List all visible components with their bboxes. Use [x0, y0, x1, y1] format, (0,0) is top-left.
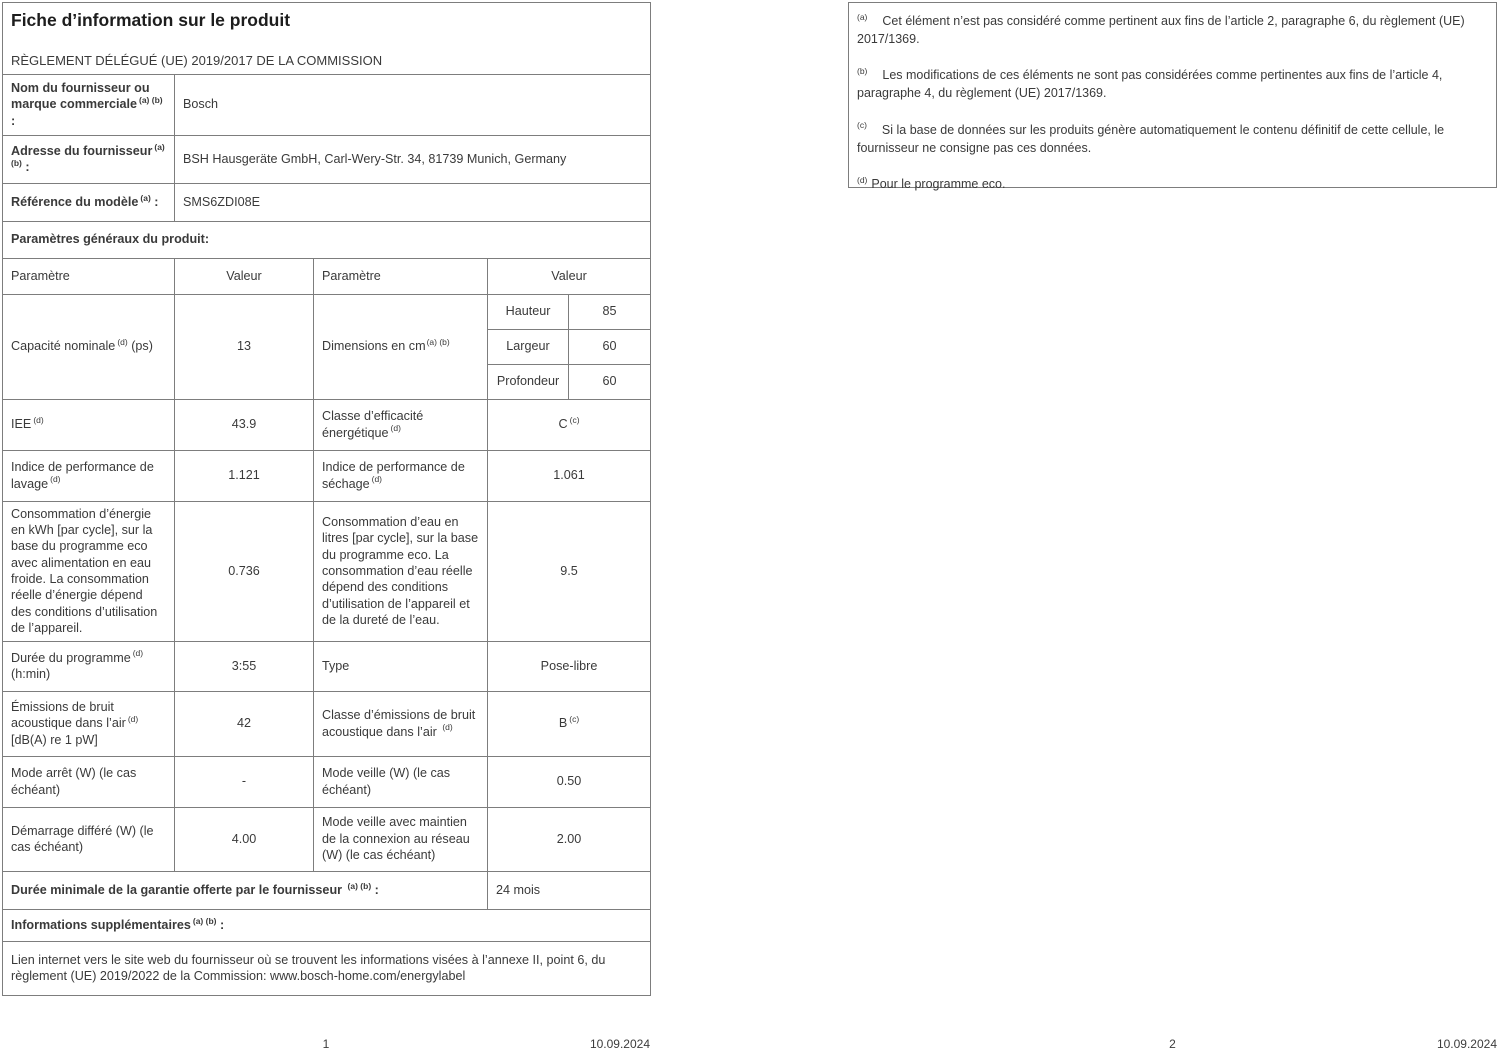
footnote-b-text: Les modifications de ces éléments ne sont pas considérées comme pertinentes aux fins de l’article 4, paragraphe 4, du règlement (UE) 2017/1369.: [857, 68, 1443, 101]
supplier-name-label-cell: [3, 74, 175, 135]
iee-footnote-ref: (d): [33, 415, 44, 426]
page1-footer: [2, 1037, 650, 1052]
warranty-label-cell: [3, 871, 488, 909]
drying-index-value: 1.061: [488, 450, 651, 501]
program-duration-footnote-ref: (d): [132, 648, 144, 659]
additional-info-colon: :: [219, 917, 225, 932]
standby-mode-label: Mode veille (W) (le cas échéant): [314, 756, 488, 807]
general-params-section-header: Paramètres généraux du produit:: [3, 221, 651, 258]
water-consumption-value: 9.5: [488, 501, 651, 641]
capacity-label-cell: [3, 294, 175, 399]
dimensions-label: Dimensions en cm: [322, 339, 426, 354]
warranty-footnote-ref: (a) (b): [347, 880, 372, 891]
type-value: Pose-libre: [488, 641, 651, 691]
noise-class-value-footnote-ref: (c): [569, 714, 580, 725]
model-ref-value: SMS6ZDI08E: [175, 183, 651, 221]
footnote-c-text: Si la base de données sur les produits génère automatiquement le contenu définitif de cette cellule, le fournisseur ne consigne pas ces données.: [857, 122, 1445, 155]
noise-emission-label-cell: [3, 691, 175, 756]
dimension-width-label: Largeur: [488, 329, 569, 364]
dimension-height-value: 85: [569, 294, 651, 329]
footnote-b-marker: (b): [857, 66, 868, 77]
footnote-a: [857, 12, 1486, 48]
col-header-parametre-2: Paramètre: [314, 258, 488, 294]
footnote-d-marker: (d): [857, 174, 868, 185]
page2-number: 2: [1169, 1037, 1176, 1051]
iee-label: IEE: [11, 417, 32, 432]
footnote-b: [857, 66, 1486, 102]
delayed-start-label: Démarrage différé (W) (le cas échéant): [3, 807, 175, 871]
supplier-address-value: BSH Hausgeräte GmbH, Carl-Wery-Str. 34, 81739 Munich, Germany: [175, 135, 651, 183]
dimensions-label-cell: [314, 294, 488, 399]
warranty-value: 24 mois: [488, 871, 651, 909]
program-duration-label: Durée du programme: [11, 650, 131, 665]
noise-class-label-cell: [314, 691, 488, 756]
model-ref-footnote-ref: (a): [140, 192, 151, 203]
col-header-valeur-2: Valeur: [488, 258, 651, 294]
supplier-address-label-cell: [3, 135, 175, 183]
off-mode-label: Mode arrêt (W) (le cas échéant): [3, 756, 175, 807]
noise-class-value-cell: [488, 691, 651, 756]
noise-emission-footnote-ref: (d): [127, 714, 139, 725]
iee-label-cell: [3, 399, 175, 450]
dimensions-footnote-ref: (a) (b): [426, 337, 450, 348]
footnote-c: [857, 121, 1486, 157]
page1-number: 1: [322, 1037, 330, 1051]
regulation-subtitle: RÈGLEMENT DÉLÉGUÉ (UE) 2019/2017 DE LA COMMISSION: [11, 52, 383, 68]
drying-index-label: Indice de performance de séchage: [322, 460, 465, 491]
noise-class-value: B: [558, 716, 568, 731]
capacity-label-after: (ps): [127, 339, 153, 354]
model-ref-label-cell: [3, 183, 175, 221]
standby-mode-value: 0.50: [488, 756, 651, 807]
footnote-a-text: Cet élément n’est pas considéré comme pertinent aux fins de l’article 2, paragraphe 6, du règlement (UE) 2017/1369.: [857, 14, 1465, 47]
energy-class-footnote-ref: (d): [390, 423, 401, 434]
capacity-value: 13: [175, 294, 314, 399]
washing-index-label-cell: [3, 450, 175, 501]
supplier-name-colon: :: [11, 113, 16, 128]
footnote-a-marker: (a): [857, 11, 868, 22]
title-cell: [3, 3, 651, 75]
iee-value: 43.9: [175, 399, 314, 450]
supplier-website-link-text: Lien internet vers le site web du fournisseur où se trouvent les informations visées à l’annexe II, point 6, du règlement (UE) 2019/2022 de la Commission: www.bosch-home.com/energylabel: [3, 941, 651, 995]
off-mode-value: -: [175, 756, 314, 807]
water-consumption-label: Consommation d’eau en litres [par cycle], sur la base du programme eco. La consommation d’eau réelle dépend des conditions d’utilisation de l’appareil et de la dureté de l’eau.: [314, 501, 488, 641]
warranty-label: Durée minimale de la garantie offerte par le fournisseur: [11, 882, 343, 897]
noise-emission-label: Émissions de bruit acoustique dans l’air: [11, 699, 126, 731]
energy-class-label: Classe d’efficacité énergétique: [322, 409, 424, 440]
supplier-address-label: Adresse du fournisseur: [11, 143, 153, 158]
page1-date: 10.09.2024: [589, 1037, 650, 1051]
dimension-depth-label: Profondeur: [488, 364, 569, 399]
model-ref-label: Référence du modèle: [11, 194, 139, 209]
energy-consumption-value: 0.736: [175, 501, 314, 641]
dimension-width-value: 60: [569, 329, 651, 364]
col-header-parametre-1: Paramètre: [3, 258, 175, 294]
additional-info-footnote-ref: (a) (b): [192, 915, 217, 926]
washing-index-value: 1.121: [175, 450, 314, 501]
supplier-name-label: Nom du fournisseur ou marque commerciale: [11, 81, 150, 112]
energy-class-value: C: [558, 417, 568, 432]
dimension-height-label: Hauteur: [488, 294, 569, 329]
col-header-valeur-1: Valeur: [175, 258, 314, 294]
warranty-colon: :: [374, 882, 379, 897]
page2-footer: [848, 1037, 1497, 1052]
footnote-c-marker: (c): [857, 120, 867, 131]
supplier-address-colon: :: [25, 160, 30, 175]
type-label: Type: [314, 641, 488, 691]
drying-index-label-cell: [314, 450, 488, 501]
additional-info-header-cell: [3, 909, 651, 941]
footnotes-box: [848, 2, 1497, 191]
noise-class-label: Classe d’émissions de bruit acoustique dans l’air: [322, 708, 476, 739]
capacity-label: Capacité nominale: [11, 339, 116, 354]
model-ref-colon: :: [154, 194, 159, 209]
additional-info-label: Informations supplémentaires: [11, 917, 191, 932]
washing-index-footnote-ref: (d): [50, 474, 61, 485]
dimension-depth-value: 60: [569, 364, 651, 399]
footnote-d: [857, 175, 1486, 193]
program-duration-unit: (h:min): [11, 667, 51, 682]
capacity-footnote-ref: (d): [117, 337, 128, 348]
supplier-name-value: Bosch: [175, 74, 651, 135]
energy-class-value-footnote-ref: (c): [569, 415, 580, 426]
noise-emission-value: 42: [175, 691, 314, 756]
energy-class-label-cell: [314, 399, 488, 450]
networked-standby-value: 2.00: [488, 807, 651, 871]
networked-standby-label: Mode veille avec maintien de la connexion au réseau (W) (le cas échéant): [314, 807, 488, 871]
product-fiche-table: [2, 2, 651, 996]
drying-index-footnote-ref: (d): [371, 474, 383, 485]
delayed-start-value: 4.00: [175, 807, 314, 871]
page-1: [2, 2, 651, 996]
supplier-address-footnote-ref: (a) (b): [11, 141, 165, 168]
energy-class-value-cell: [488, 399, 651, 450]
program-duration-label-cell: [3, 641, 175, 691]
page-title: Fiche d’information sur le produit: [11, 10, 291, 30]
program-duration-value: 3:55: [175, 641, 314, 691]
energy-consumption-label: Consommation d’énergie en kWh [par cycle], sur la base du programme eco avec alimentation en eau froide. La consommation réelle d’énergie dépend des conditions d’utilisation de l’appareil.: [3, 501, 175, 641]
page2-date: 10.09.2024: [1436, 1037, 1497, 1051]
noise-emission-unit: [dB(A) re 1 pW]: [11, 732, 98, 747]
supplier-name-footnote-ref: (a) (b): [139, 95, 163, 106]
washing-index-label: Indice de performance de lavage: [11, 460, 154, 491]
footnote-d-text: Pour le programme eco.: [871, 176, 1006, 191]
noise-class-footnote-ref: (d): [442, 722, 453, 733]
